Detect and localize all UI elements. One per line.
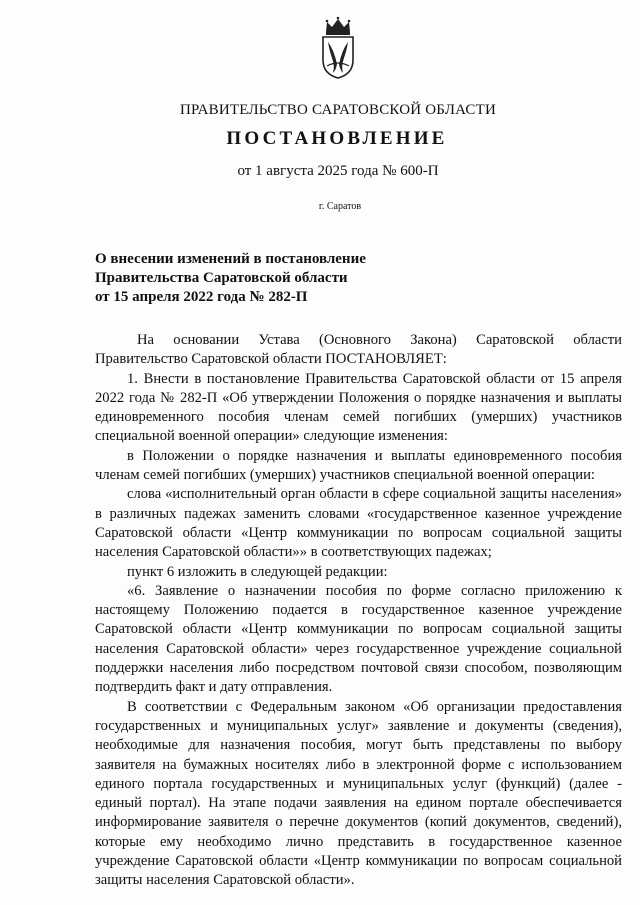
body-paragraph: в Положении о порядке назначения и выплаты единовременного пособия членам семей погибших (умерших) участников специальной военной операции: (95, 447, 622, 484)
government-name: ПРАВИТЕЛЬСТВО САРАТОВСКОЙ ОБЛАСТИ (179, 102, 497, 118)
saratov-coat-of-arms-icon (318, 16, 358, 80)
body-paragraph: слова «исполнительный орган области в сфере социальной защиты населения» в различных падежах заменить словами «государственное казенное учреждение Саратовской области «Центр коммуникации по вопросам социальной защиты населения Саратовской области»» в соответствующих падежах; (95, 486, 622, 561)
body-paragraph: 1. Внести в постановление Правительства Саратовской области от 15 апреля 2022 года № 282-П «Об утверждении Положения о порядке назначения и выплаты единовременного пособия членам семей погибших (умерших) участников специальной военной операции» следующие изменения: (95, 370, 622, 445)
subject-line: от 15 апреля 2022 года № 282-П (95, 289, 308, 305)
subject-line: О внесении изменений в постановление (95, 251, 366, 267)
document-date-number: от 1 августа 2025 года № 600-П (237, 163, 439, 179)
document-body (95, 331, 622, 891)
body-paragraph: В соответствии с Федеральным законом «Об организации предоставления государственных и муниципальных услуг» заявление и документы (сведения), необходимые для назначения пособия, могут быть представлены по выбору заявителя на бумажных носителях либо в электронной форме с использованием единого портала государственных и муниципальных услуг (функций) (далее - единый портал). На этапе подачи заявления на едином портале обеспечивается информирование заявителя о перечне документов (копий документов, сведений), которые ему необходимо лично представить в государственное казенное учреждение Саратовской области «Центр коммуникации по вопросам социальной защиты населения Саратовской области». (95, 698, 622, 889)
body-paragraph: На основании Устава (Основного Закона) Саратовской области Правительство Саратовской области ПОСТАНОВЛЯЕТ: (95, 332, 622, 368)
subject-line: Правительства Саратовской области (95, 270, 348, 286)
document-type-title: ПОСТАНОВЛЕНИЕ (226, 128, 448, 149)
document-city: г. Саратов (318, 201, 362, 212)
body-paragraph: пункт 6 изложить в следующей редакции: (127, 563, 388, 580)
document-subject (95, 250, 415, 307)
body-paragraph: «6. Заявление о назначении пособия по форме согласно приложению к настоящему Положению подается в государственное казенное учреждение Саратовской области «Центр коммуникации по вопросам социальной защиты населения Саратовской области» через государственное учреждение социальной поддержки населения либо посредством почтовой связи способом, позволяющим подтвердить факт и дату отправления. (95, 582, 622, 696)
